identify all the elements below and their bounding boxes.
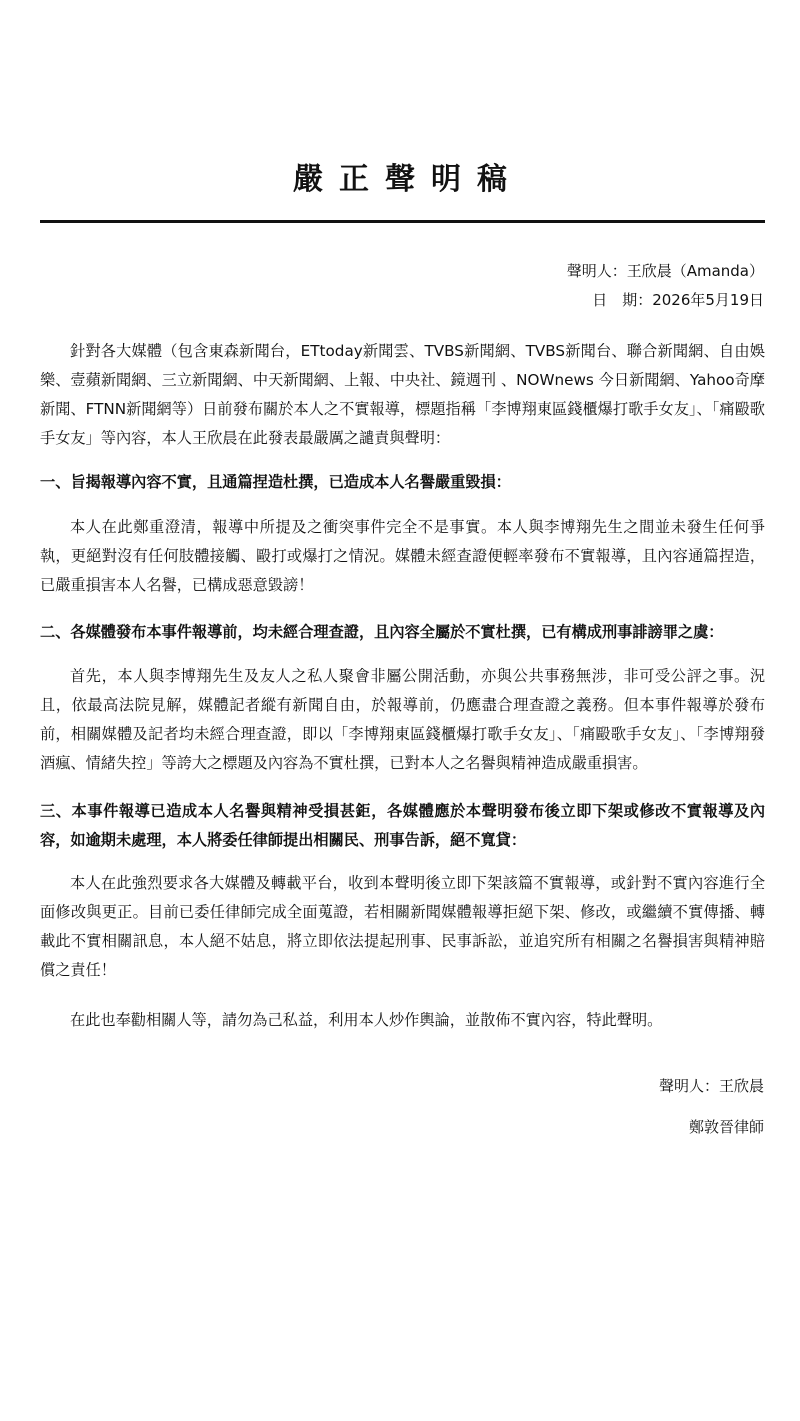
closing-paragraph: 在此也奉勸相關人等，請勿為己私益，利用本人炒作輿論，並散佈不實內容，特此聲明。 <box>70 1011 663 1029</box>
section-1-body: 本人在此鄭重澄清，報導中所提及之衝突事件完全不是事實。本人與李博翔先生之間並未發生任何爭執，更絕對沒有任何肢體接觸、毆打或爆打之情況。媒體未經查證便輕率發布不實報導，且內容通篇捏造，已嚴重損害本人名譽，已構成惡意毀謗！ <box>40 518 765 594</box>
document-title: 嚴正聲明稿 <box>293 162 523 197</box>
title-divider <box>40 220 765 223</box>
section-2-body: 首先，本人與李博翔先生及友人之私人聚會非屬公開活動，亦與公共事務無涉，非可受公評之事。況且，依最高法院見解，媒體記者縱有新聞自由，於報導前，仍應盡合理查證之義務。但本事件報導於發布前，相關媒體及記者均未經合理查證，即以「李博翔東區錢櫃爆打歌手女友」、「痛毆歌手女友」、「李博翔發酒瘋、情緒失控」等誇大之標題及內容為不實杜撰，已對本人之名譽與精神造成嚴重損害。 <box>40 667 765 772</box>
header-date: 日 期：2026年5月19日 <box>592 291 764 309</box>
intro-paragraph: 針對各大媒體（包含東森新聞台，ETtoday新聞雲、TVBS新聞網、TVBS新聞台、聯合新聞網、自由娛樂、壹蘋新聞網、三立新聞網、中天新聞網、上報、中央社、鏡週刊 、NOWnews 今日新聞網、Yahoo奇摩新聞、FTNN新聞網等）日前發布關於本人之不實報導，標題指稱「李博翔東區錢櫃爆打歌手女友」、「痛毆歌手女友」等內容，本人王欣晨在此發表最嚴厲之譴責與聲明： <box>40 342 765 447</box>
signature-lawyer: 鄭敦晉律師 <box>688 1118 764 1136</box>
section-1-heading: 一、旨揭報導內容不實，且通篇捏造杜撰，已造成本人名譽嚴重毀損： <box>40 473 511 491</box>
section-2-heading: 二、各媒體發布本事件報導前，均未經合理查證，且內容全屬於不實杜撰，已有構成刑事誹謗罪之虞： <box>40 623 724 641</box>
section-3-body: 本人在此強烈要求各大媒體及轉載平台，收到本聲明後立即下架該篇不實報導，或針對不實內容進行全面修改與更正。目前已委任律師完成全面蒐證，若相關新聞媒體報導拒絕下架、修改，或繼續不實傳播、轉載此不實相關訊息，本人絕不姑息，將立即依法提起刑事、民事訴訟，並追究所有相關之名譽損害與精神賠償之責任！ <box>40 874 765 979</box>
signature-declarant: 聲明人：王欣晨 <box>658 1077 764 1095</box>
header-declarant: 聲明人：王欣晨（Amanda） <box>566 262 764 280</box>
section-3-heading: 三、本事件報導已造成本人名譽與精神受損甚鉅，各媒體應於本聲明發布後立即下架或修改不實報導及內容，如逾期未處理，本人將委任律師提出相關民、刑事告訴，絕不寬貸： <box>40 802 765 849</box>
